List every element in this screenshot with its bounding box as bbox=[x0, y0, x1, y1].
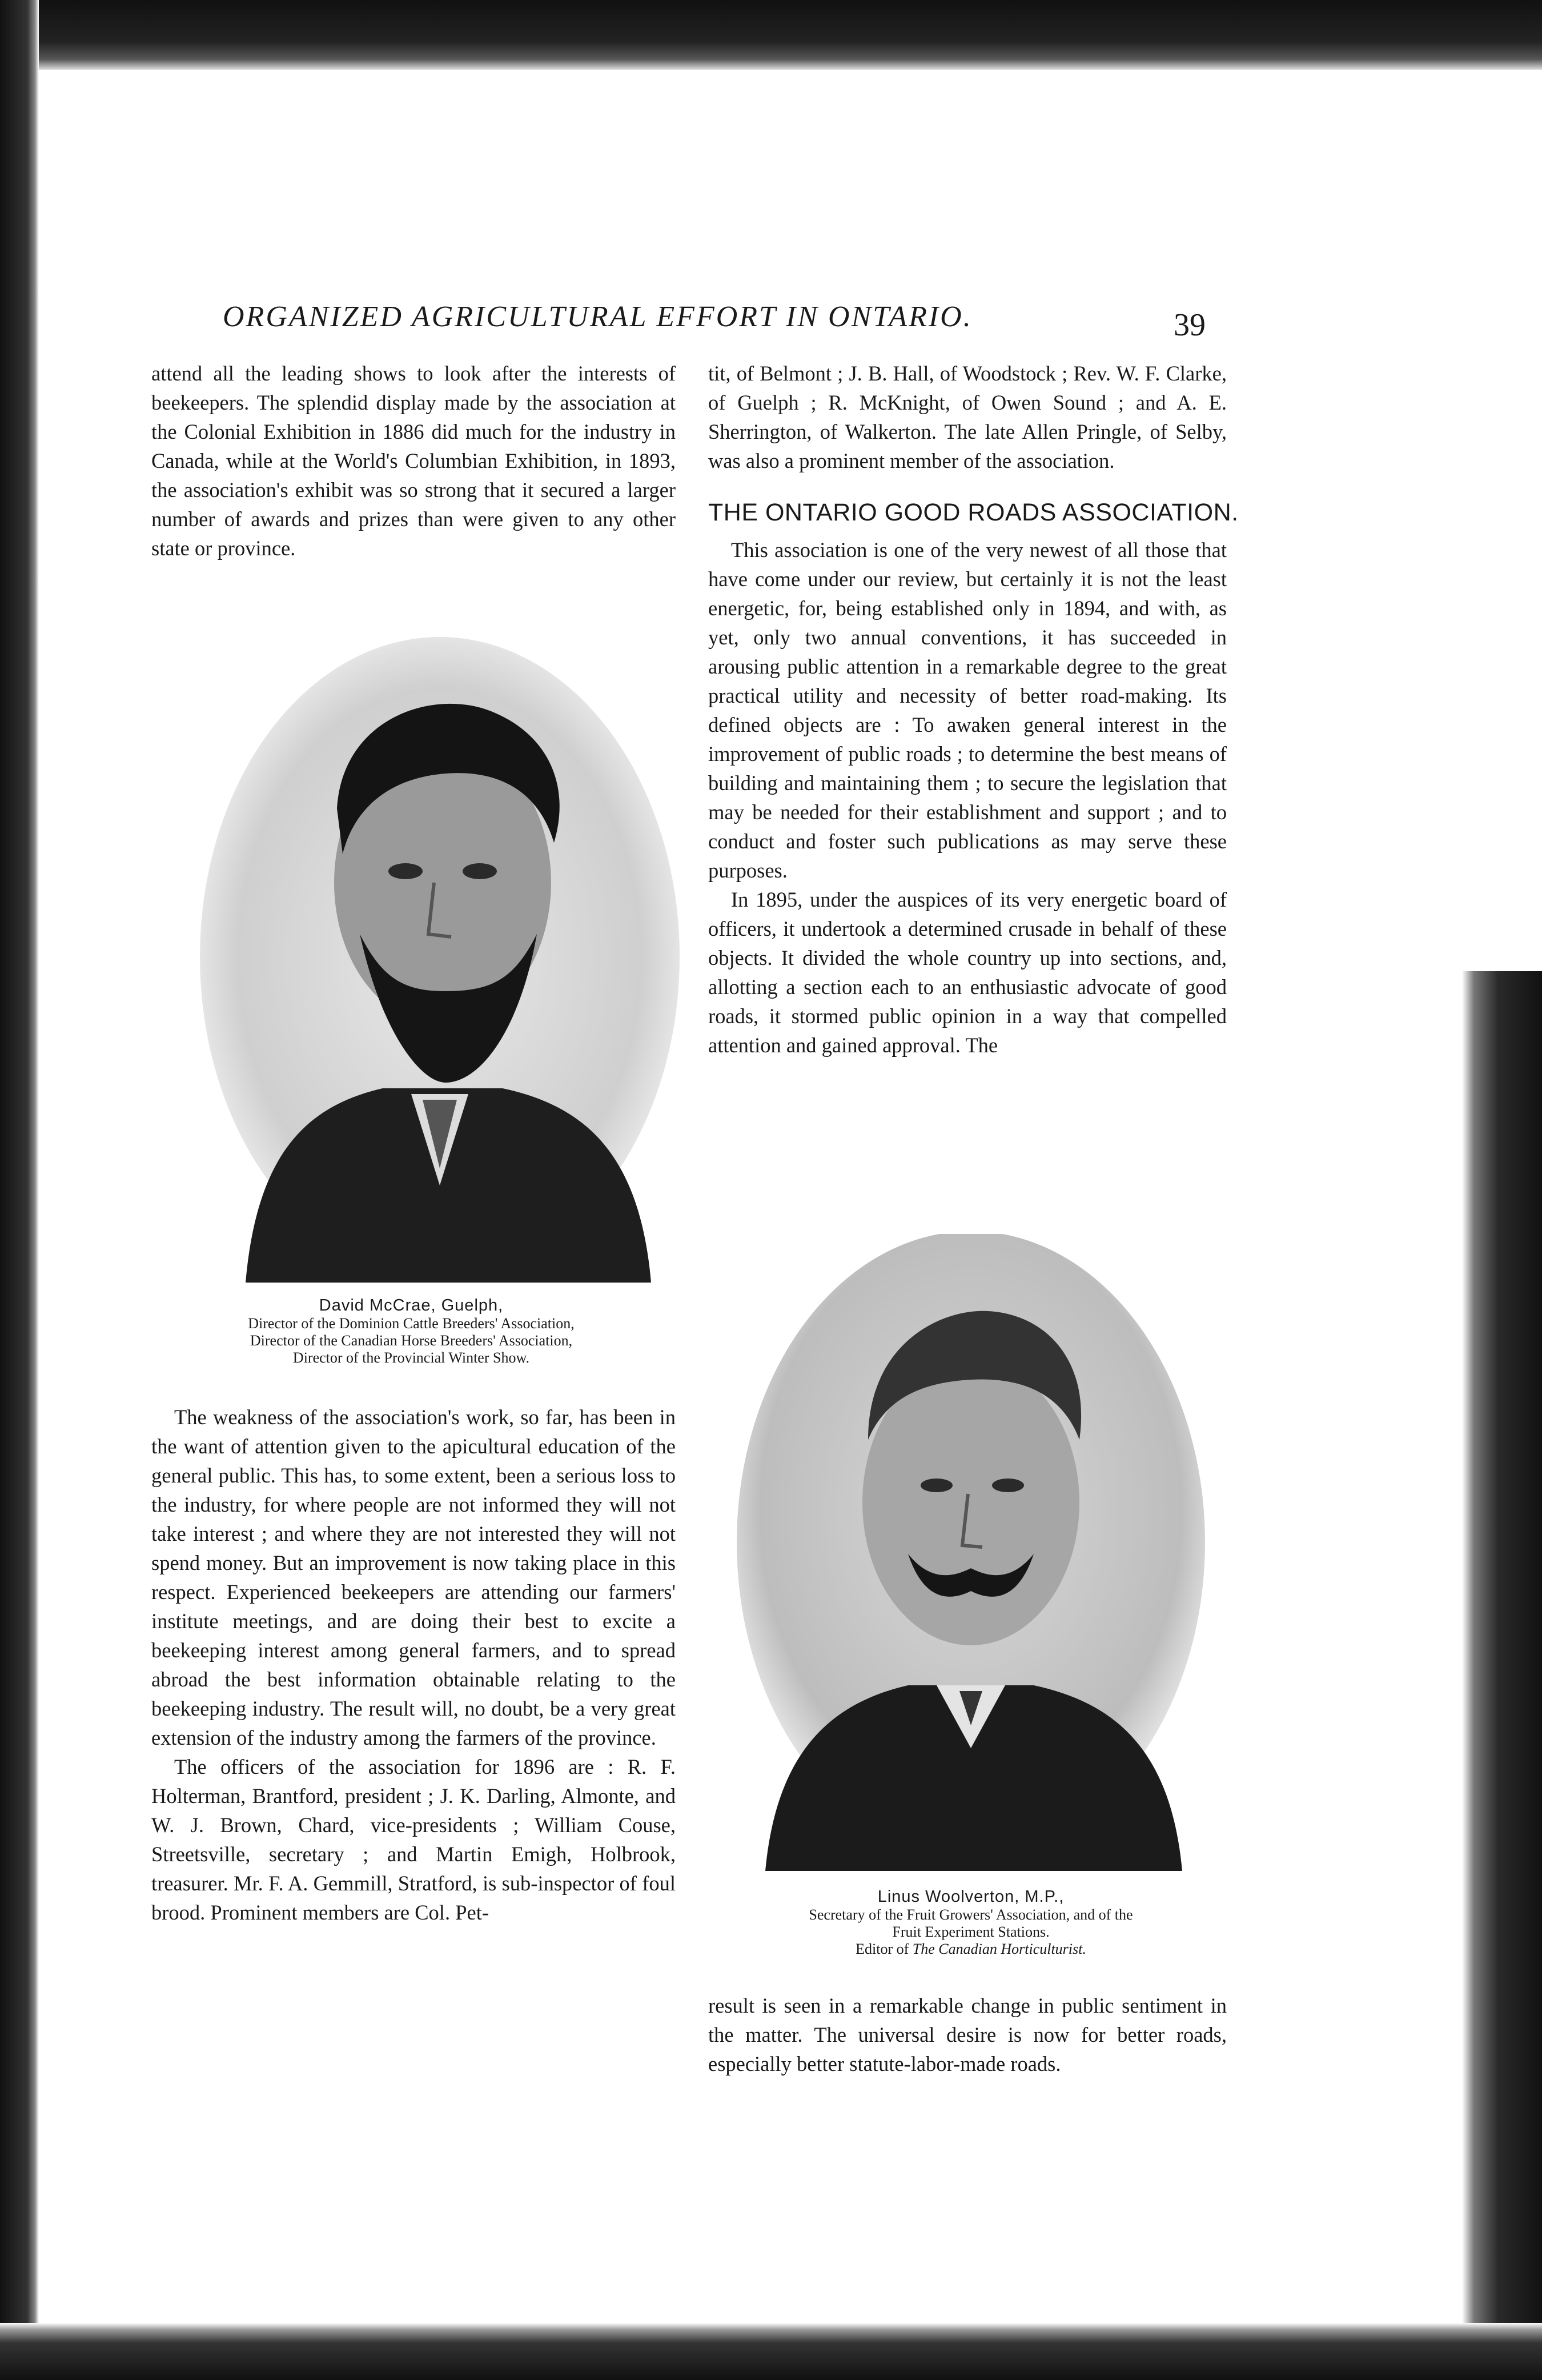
portrait-david-mccrae bbox=[194, 637, 691, 1283]
journal-title: The Canadian Horticulturist. bbox=[912, 1941, 1086, 1957]
scan-edge-bottom bbox=[0, 2323, 1542, 2380]
left-column-top bbox=[151, 359, 676, 563]
page-number: 39 bbox=[1174, 307, 1206, 343]
page-header bbox=[223, 300, 1206, 351]
caption-line: Director of the Dominion Cattle Breeders' Association, bbox=[248, 1315, 575, 1332]
paragraph: The weakness of the association's work, so far, has been in the want of attention given to the apicultural education of the general public. This has, to some extent, been a serious loss to the industry, for where people are not informed they will not take interest ; and where they are not interested they will not spend money. But an improvement is now taking place in this respect. Experienced beekeepers are attending our farmers' institute meetings, and are doing their best to excite a beekeeping interest among general farmers, and to spread abroad the best information obtainable relating to the beekeeping industry. The result will, no doubt, be a very great extension of the industry among the farmers of the province. bbox=[151, 1405, 676, 1749]
scan-edge-right bbox=[1462, 971, 1542, 2380]
paragraph: result is seen in a remarkable change in public sentiment in the matter. The universal desire is now for better roads, especially better statute-labor-made roads. bbox=[708, 1994, 1227, 2076]
paragraph: attend all the leading shows to look after the interests of beekeepers. The splendid display made by the association at the Colonial Exhibition in 1886 did much for the industry in Canada, while at the World's Columbian Exhibition, in 1893, the association's exhibit was so strong that it secured a larger number of awards and prizes than were given to any other state or province. bbox=[151, 362, 676, 560]
scan-edge-left bbox=[0, 0, 39, 2380]
left-column-bottom bbox=[151, 1403, 676, 1927]
caption-linus-woolverton bbox=[708, 1888, 1234, 1958]
caption-line: Director of the Canadian Horse Breeders' Association, bbox=[250, 1332, 573, 1349]
caption-name: Linus Woolverton, M.P., bbox=[877, 1888, 1065, 1906]
running-title: ORGANIZED AGRICULTURAL EFFORT IN ONTARIO. bbox=[223, 300, 973, 333]
caption-line: Director of the Provincial Winter Show. bbox=[292, 1349, 530, 1366]
caption-text: Editor of bbox=[856, 1941, 913, 1957]
caption-name: David McCrae, Guelph, bbox=[319, 1296, 504, 1315]
paragraph: tit, of Belmont ; J. B. Hall, of Woodstock ; Rev. W. F. Clarke, of Guelph ; R. McKnight, of Owen Sound ; and A. E. Sherrington, of Walkerton. The late Allen Pringle, of Selby, was also a prominent member of the association. bbox=[708, 362, 1227, 472]
caption-line bbox=[708, 1941, 1234, 1958]
paragraph: This association is one of the very newest of all those that have come under our review, but certainly it is not the least energetic, for, being established only in 1894, and with, as yet, only two annual conventions, it has succeeded in arousing public attention in a remarkable degree to the great practical utility and necessity of better road-making. Its defined objects are : To awaken general interest in the improvement of public roads ; to determine the best means of building and maintaining them ; to secure the legislation that may be needed for their establishment and support ; and to conduct and foster such publications as may serve these purposes. bbox=[708, 538, 1227, 882]
section-heading: THE ONTARIO GOOD ROADS ASSOCIATION. bbox=[708, 499, 1239, 526]
caption-line: Fruit Experiment Stations. bbox=[892, 1924, 1050, 1940]
right-column-bottom bbox=[708, 1991, 1227, 2078]
caption-line: Secretary of the Fruit Growers' Association, and of the bbox=[809, 1906, 1133, 1923]
paragraph: The officers of the association for 1896 are : R. F. Holterman, Brantford, president ; J. K. Darling, Almonte, and W. J. Brown, Chard, vice-presidents ; William Couse, Streetsville, secretary ; and Martin Emigh, Holbrook, treasurer. Mr. F. A. Gemmill, Stratford, is sub-inspector of foul brood. Prominent members are Col. Pet- bbox=[151, 1755, 676, 1924]
scan-edge-top bbox=[0, 0, 1542, 70]
portrait-linus-woolverton bbox=[725, 1234, 1216, 1871]
right-column-top bbox=[708, 359, 1239, 1060]
caption-david-mccrae bbox=[143, 1297, 680, 1367]
paragraph: In 1895, under the auspices of its very energetic board of officers, it undertook a determined crusade in behalf of these objects. It divided the whole country up into sections, and, allotting a section each to an enthusiastic advocate of good roads, it stormed public opinion in a way that compelled attention and gained approval. The bbox=[708, 888, 1227, 1057]
